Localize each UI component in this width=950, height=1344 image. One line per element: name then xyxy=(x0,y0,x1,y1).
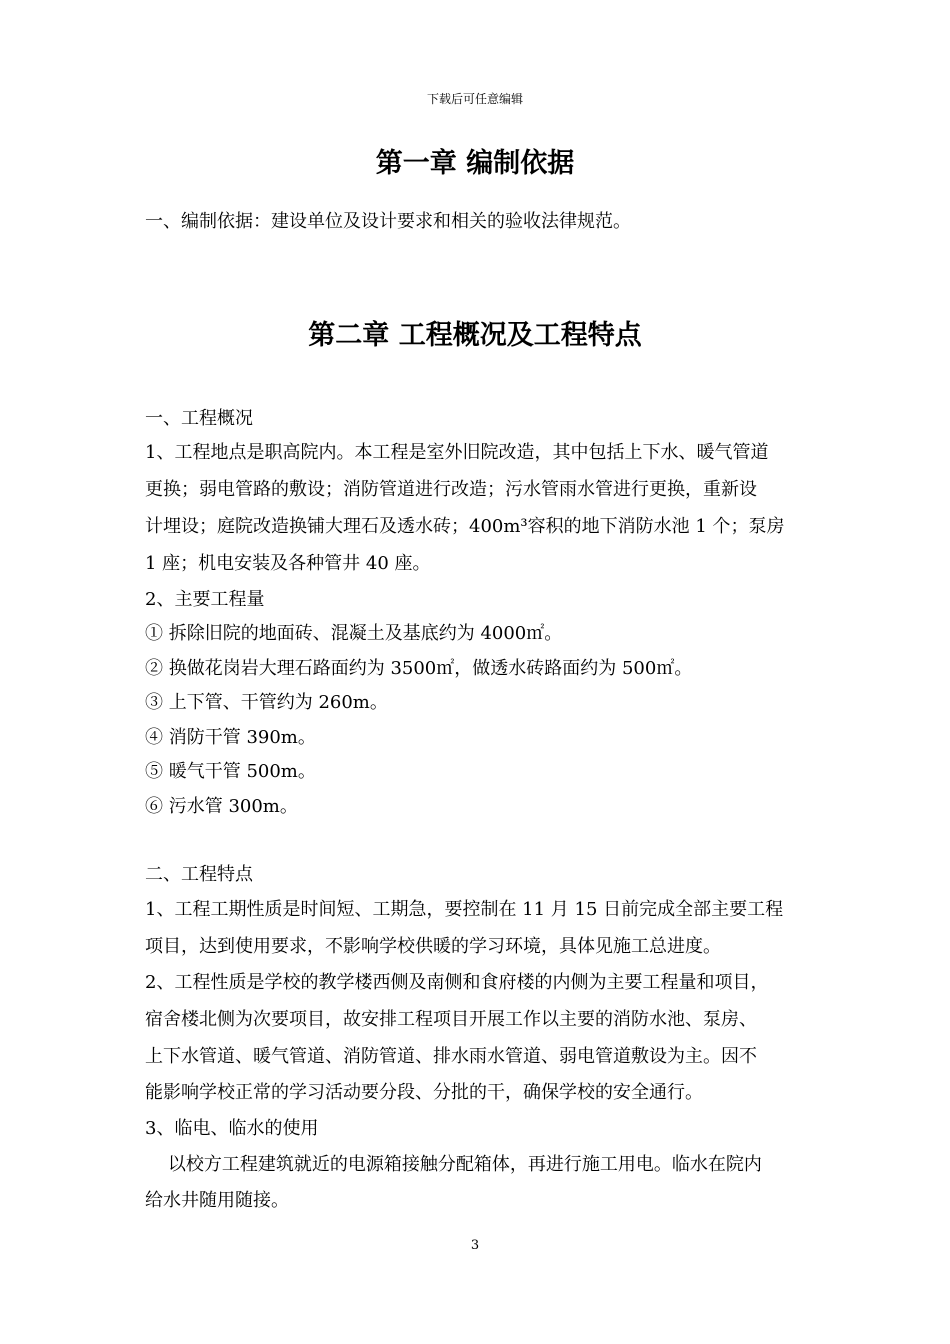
features-line: 1、工程工期性质是时间短、工期急，要控制在 11 月 15 日前完成全部主要工程 xyxy=(145,899,784,920)
features-line: 给水井随用随接。 xyxy=(145,1190,289,1211)
quantities-heading: 2、主要工程量 xyxy=(145,589,265,610)
features-line: 项目，达到使用要求，不影响学校供暖的学习环境，具体见施工总进度。 xyxy=(145,936,721,957)
overview-line: 计埋设；庭院改造换铺大理石及透水砖；400m³容积的地下消防水池 1 个；泵房 xyxy=(145,516,785,537)
features-heading: 二、工程特点 xyxy=(145,864,253,885)
overview-heading: 一、工程概况 xyxy=(145,408,253,429)
overview-line: 1 座；机电安装及各种管井 40 座。 xyxy=(145,553,431,574)
features-line: 以校方工程建筑就近的电源箱接触分配箱体，再进行施工用电。临水在院内 xyxy=(145,1154,762,1175)
features-line: 能影响学校正常的学习活动要分段、分批的干，确保学校的安全通行。 xyxy=(145,1082,703,1103)
features-line: 上下水管道、暖气管道、消防管道、排水雨水管道、弱电管道敷设为主。因不 xyxy=(145,1046,757,1067)
features-line: 宿舍楼北侧为次要项目，故安排工程项目开展工作以主要的消防水池、泵房、 xyxy=(145,1009,757,1030)
features-line: 2、工程性质是学校的教学楼西侧及南侧和食府楼的内侧为主要工程量和项目， xyxy=(145,972,769,993)
chapter1-basis: 一、编制依据：建设单位及设计要求和相关的验收法律规范。 xyxy=(145,211,631,232)
chapter1-title: 第一章 编制依据 xyxy=(375,148,575,179)
quantity-item: ② 换做花岗岩大理石路面约为 3500㎡，做透水砖路面约为 500㎡。 xyxy=(145,658,693,679)
quantity-item: ⑥ 污水管 300m。 xyxy=(145,796,298,817)
quantity-item: ③ 上下管、干管约为 260m。 xyxy=(145,692,388,713)
overview-line: 更换；弱电管路的敷设；消防管道进行改造；污水管雨水管进行更换，重新设 xyxy=(145,479,757,500)
quantity-item: ④ 消防干管 390m。 xyxy=(145,727,316,748)
quantity-item: ① 拆除旧院的地面砖、混凝土及基底约为 4000㎡。 xyxy=(145,623,563,644)
overview-line: 1、工程地点是职高院内。本工程是室外旧院改造，其中包括上下水、暖气管道 xyxy=(145,442,769,463)
features-line: 3、临电、临水的使用 xyxy=(145,1118,319,1139)
chapter2-title: 第二章 工程概况及工程特点 xyxy=(308,320,642,351)
page-header-note: 下载后可任意编辑 xyxy=(426,92,523,106)
page-number: 3 xyxy=(470,1238,480,1253)
quantity-item: ⑤ 暖气干管 500m。 xyxy=(145,761,316,782)
